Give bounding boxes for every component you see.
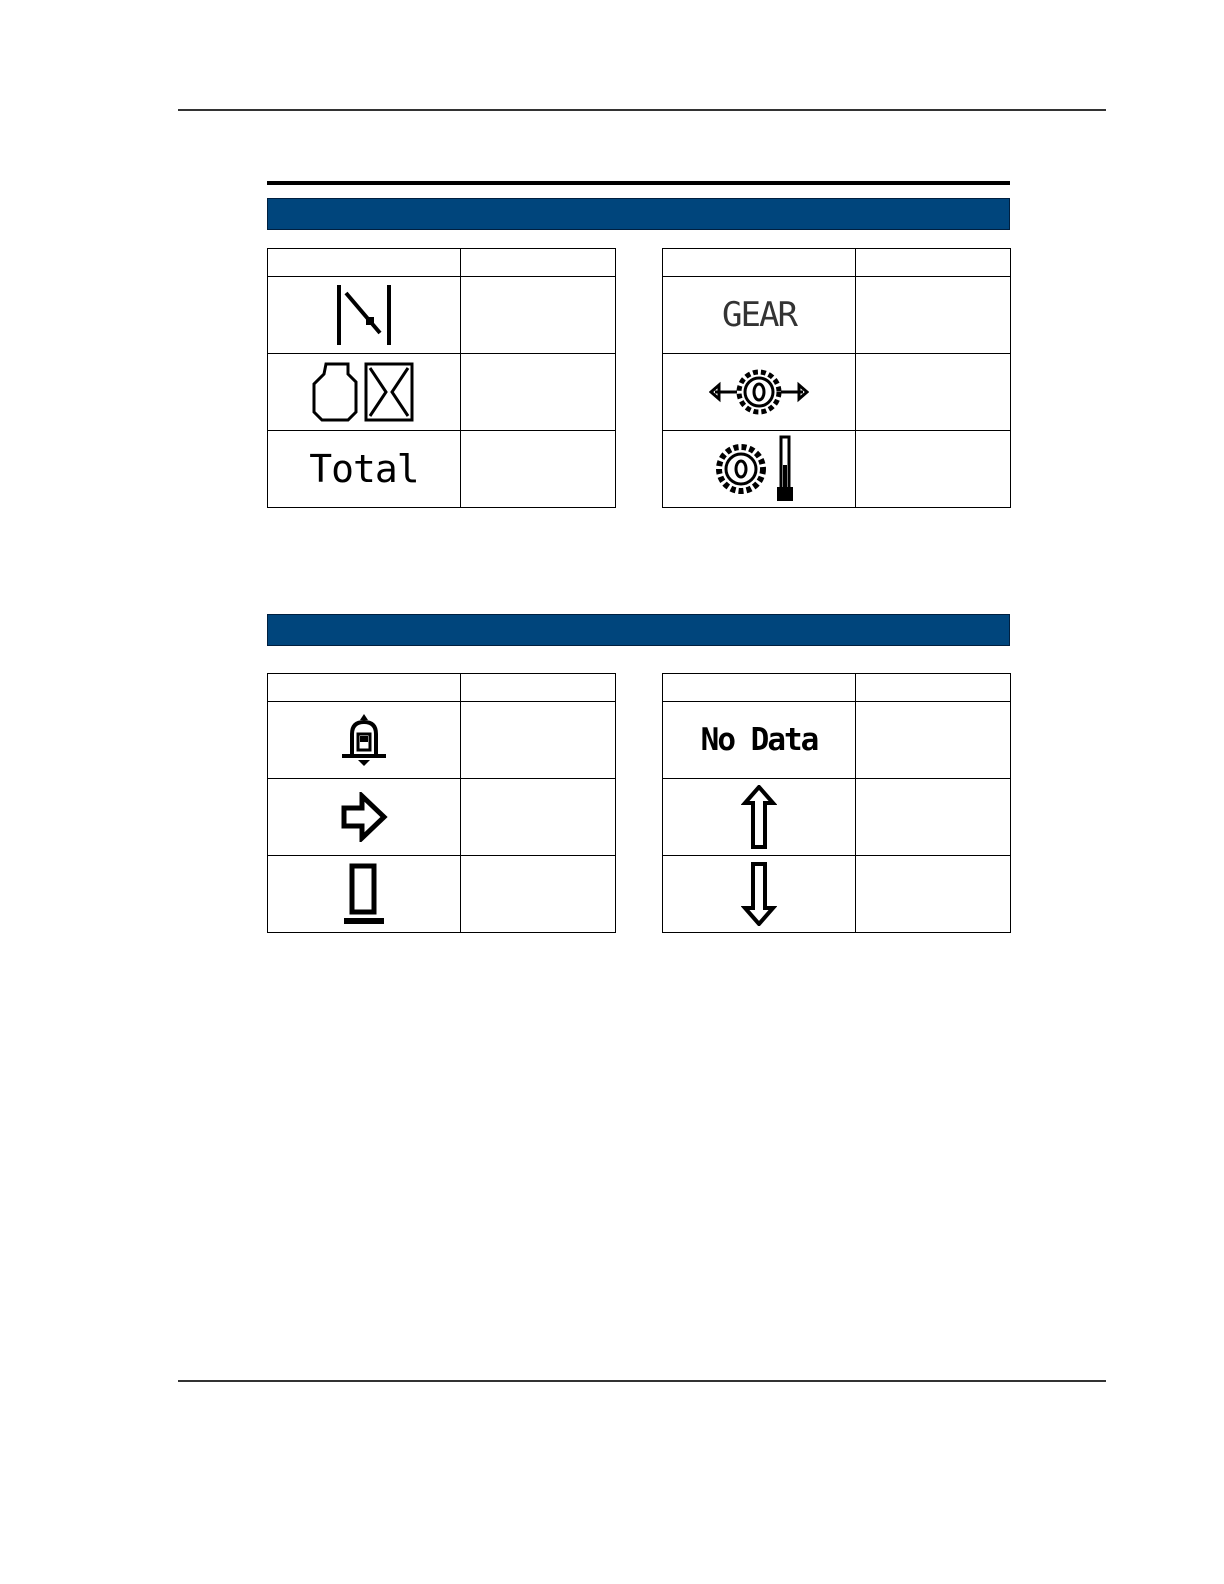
header-cell [461, 674, 616, 702]
gear-pressure-icon [709, 358, 809, 426]
description-cell [856, 354, 1011, 431]
symbol-cell [663, 779, 856, 856]
description-cell [856, 779, 1011, 856]
alarm-bell-icon [336, 712, 392, 768]
description-cell [856, 702, 1011, 779]
header-cell [268, 249, 461, 277]
down-arrow-icon [741, 862, 777, 926]
table-row [268, 277, 616, 354]
symbol-cell [268, 431, 461, 508]
table-header-row [663, 674, 1011, 702]
bypass-switch-icon [332, 283, 396, 347]
symbol-cell [663, 856, 856, 933]
engine-transmission-icon [312, 360, 416, 424]
table-row [663, 856, 1011, 933]
description-cell [856, 856, 1011, 933]
gear-temperature-icon [713, 435, 805, 503]
table-header-row [268, 249, 616, 277]
symbol-cell [663, 702, 856, 779]
description-cell [461, 431, 616, 508]
symbol-cell [663, 431, 856, 508]
symbol-table-3 [267, 673, 616, 933]
description-cell [461, 354, 616, 431]
description-cell [461, 702, 616, 779]
header-cell [663, 674, 856, 702]
symbol-table-2 [662, 248, 1011, 508]
up-arrow-icon [741, 785, 777, 849]
section-rule [267, 181, 1010, 185]
gear-label: GEAR [722, 295, 796, 335]
right-arrow-icon [340, 792, 388, 842]
table-row [268, 856, 616, 933]
symbol-cell [268, 277, 461, 354]
description-cell [461, 856, 616, 933]
symbol-cell [268, 779, 461, 856]
symbol-table-1 [267, 248, 616, 508]
description-cell [856, 431, 1011, 508]
table-row [663, 779, 1011, 856]
table-row [663, 702, 1011, 779]
table-header-row [268, 674, 616, 702]
header-cell [856, 249, 1011, 277]
symbol-cell [268, 702, 461, 779]
table-header-row [663, 249, 1011, 277]
no-data-label: No Data [700, 722, 818, 758]
description-cell [461, 779, 616, 856]
table-row [268, 702, 616, 779]
symbol-cell [663, 354, 856, 431]
section-band-2 [267, 614, 1010, 646]
total-label: Total [309, 447, 419, 491]
table-row [268, 779, 616, 856]
header-rule [178, 109, 1106, 111]
symbol-table-4 [662, 673, 1011, 933]
header-cell [663, 249, 856, 277]
table-row [268, 431, 616, 508]
description-cell [461, 277, 616, 354]
description-cell [856, 277, 1011, 354]
symbol-cell [268, 856, 461, 933]
table-row [663, 431, 1011, 508]
level-bar-icon [342, 862, 386, 926]
header-cell [856, 674, 1011, 702]
section-band-1 [267, 198, 1010, 230]
table-row [663, 354, 1011, 431]
table-row [268, 354, 616, 431]
symbol-cell [663, 277, 856, 354]
footer-rule [178, 1380, 1106, 1382]
symbol-cell [268, 354, 461, 431]
header-cell [268, 674, 461, 702]
table-row [663, 277, 1011, 354]
header-cell [461, 249, 616, 277]
